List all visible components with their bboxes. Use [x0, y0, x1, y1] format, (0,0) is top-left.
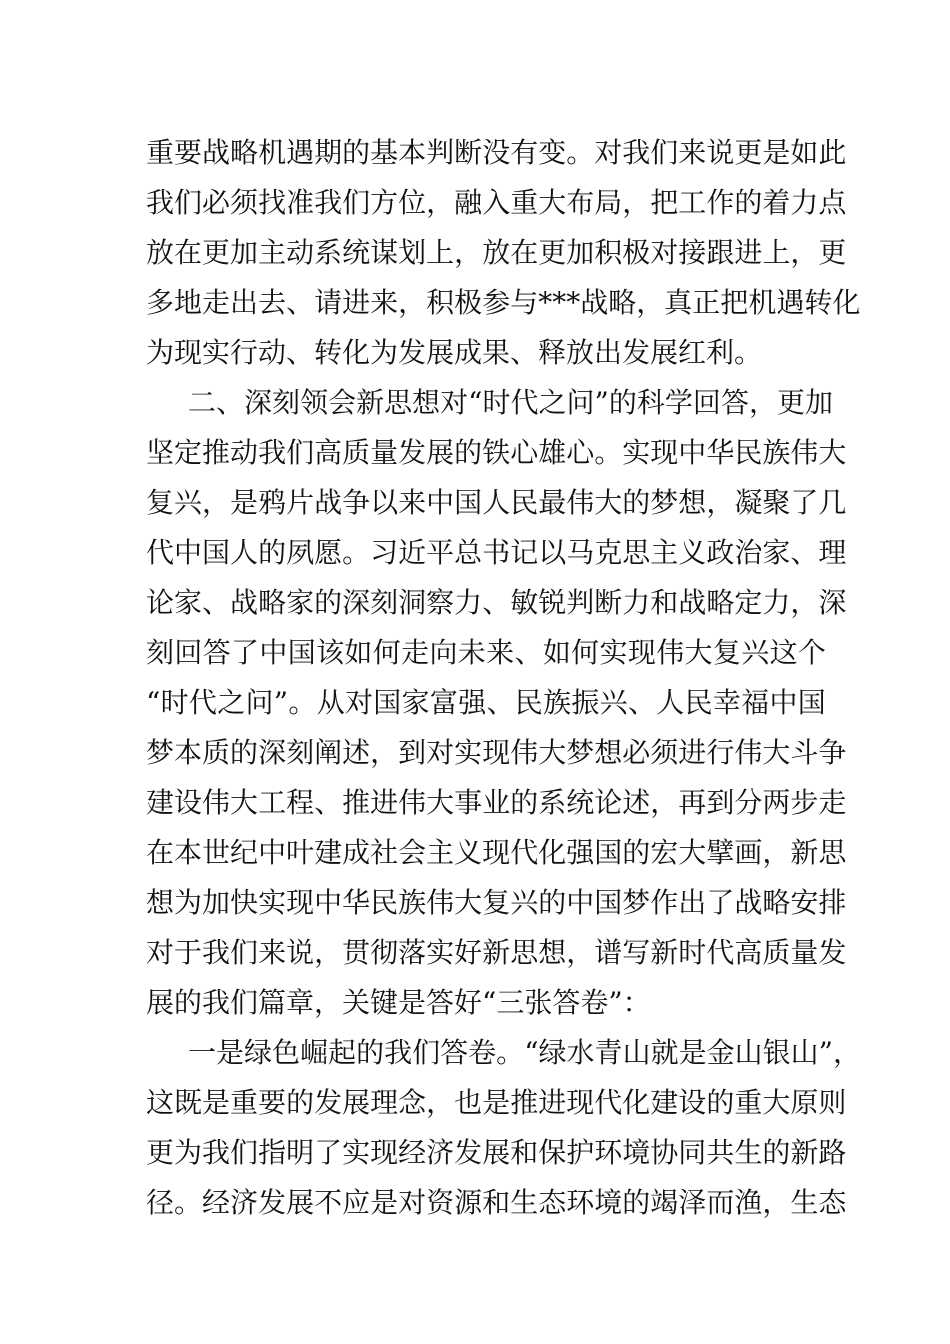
text-line: 更 为 我 们 指 明 了 实 现 经 济 发 展 和 保 护 环 境 协 同 共 生 的 新 路: [146, 1136, 847, 1169]
text-line: 坚 定 推 动 我 们 高 质 量 发 展 的 铁 心 雄 心 。 实 现 中 华 民 族 伟 大: [146, 436, 847, 469]
document-body: [146, 128, 862, 1228]
paragraph-start-line: 一 是 绿 色 崛 起 的 我 们 答 卷 。 “ 绿 水 青 山 就 是 金 山 银 山 ” ，: [188, 1036, 862, 1069]
text-line: 复 兴 ， 是 鸦 片 战 争 以 来 中 国 人 民 最 伟 大 的 梦 想 ， 凝 聚 了 几: [146, 486, 847, 519]
text-line: 想 为 加 快 实 现 中 华 民 族 伟 大 复 兴 的 中 国 梦 作 出 了 战 略 安 排: [146, 886, 847, 919]
text-line: 多 地 走 出 去 、 请 进 来 ， 积 极 参 与 * * * 战 略 ， 真 正 把 机 遇 转 化: [146, 286, 861, 319]
text-line: 对 于 我 们 来 说 ， 贯 彻 落 实 好 新 思 想 ， 谱 写 新 时 代 高 质 量 发: [146, 936, 847, 969]
text-line: 为现实行动、转化为发展成果、释放出发展红利。: [146, 336, 763, 369]
text-line: 刻 回 答 了 中 国 该 如 何 走 向 未 来 、 如 何 实 现 伟 大 复 兴 这 个: [146, 636, 826, 669]
text-line: “ 时 代 之 问 ” 。 从 对 国 家 富 强 、 民 族 振 兴 、 人 民 幸 福 中 国: [146, 686, 826, 719]
text-line: 建 设 伟 大 工 程 、 推 进 伟 大 事 业 的 系 统 论 述 ， 再 到 分 两 步 走: [146, 786, 847, 819]
text-line: 放 在 更 加 主 动 系 统 谋 划 上 ， 放 在 更 加 积 极 对 接 跟 进 上 ， 更: [146, 236, 847, 269]
text-line: 论 家 、 战 略 家 的 深 刻 洞 察 力 、 敏 锐 判 断 力 和 战 略 定 力 ， 深: [146, 586, 847, 619]
text-line: 在 本 世 纪 中 叶 建 成 社 会 主 义 现 代 化 强 国 的 宏 大 擘 画 ， 新 思: [146, 836, 847, 869]
text-line: 我 们 必 须 找 准 我 们 方 位 ， 融 入 重 大 布 局 ， 把 工 作 的 着 力 点: [146, 186, 847, 219]
paragraph-heading-line: 二 、 深 刻 领 会 新 思 想 对 “ 时 代 之 问 ” 的 科 学 回 答 ， 更 加: [188, 386, 833, 419]
text-line: 展的我们篇章，关键是答好“三张答卷”：: [146, 986, 651, 1019]
text-line: 这 既 是 重 要 的 发 展 理 念 ， 也 是 推 进 现 代 化 建 设 的 重 大 原 则: [146, 1086, 847, 1119]
text-line: 梦 本 质 的 深 刻 阐 述 ， 到 对 实 现 伟 大 梦 想 必 须 进 行 伟 大 斗 争: [146, 736, 847, 769]
text-line: 径 。 经 济 发 展 不 应 是 对 资 源 和 生 态 环 境 的 竭 泽 而 渔 ， 生 态: [146, 1186, 847, 1219]
text-line: 代 中 国 人 的 夙 愿 。 习 近 平 总 书 记 以 马 克 思 主 义 政 治 家 、 理: [146, 536, 847, 569]
text-line: 重 要 战 略 机 遇 期 的 基 本 判 断 没 有 变 。 对 我 们 来 说 更 是 如 此: [146, 136, 847, 169]
